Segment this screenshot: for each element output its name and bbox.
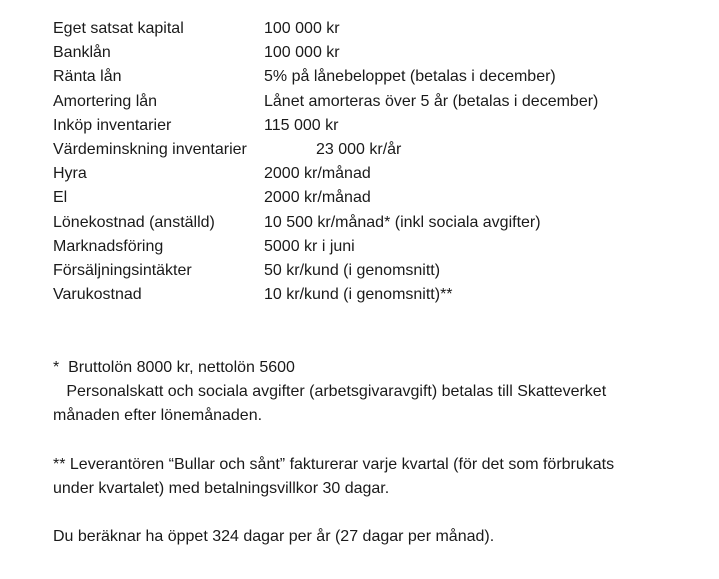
footnote-salary-line-2: Personalskatt och sociala avgifter (arbetsgivaravgift) betalas till Skatteverket (53, 382, 607, 400)
table-row (53, 186, 713, 210)
row-label: Ränta lån (53, 68, 122, 86)
row-value: 100 000 kr (264, 44, 340, 62)
row-value: 10 500 kr/månad* (inkl sociala avgifter) (264, 213, 541, 231)
row-label: Försäljningsintäkter (53, 261, 192, 279)
footnote-supplier-line-1: ** Leverantören “Bullar och sånt” fakturerar varje kvartal (för det som förbrukats (53, 456, 615, 474)
footnote-supplier-line-2: under kvartalet) med betalningsvillkor 30 dagar. (53, 480, 390, 498)
budget-table (53, 17, 713, 307)
row-label: Eget satsat kapital (53, 20, 184, 37)
row-label: Marknadsföring (53, 237, 164, 255)
row-label: Inköp inventarier (53, 116, 172, 134)
table-row (53, 162, 713, 186)
table-row (53, 114, 713, 138)
row-value: 23 000 kr/år (316, 140, 402, 158)
row-label: Hyra (53, 165, 87, 183)
closing-note: Du beräknar ha öppet 324 dagar per år (27 dagar per månad). (53, 527, 495, 545)
row-value: 2000 kr/månad (264, 165, 371, 183)
table-row (53, 259, 713, 283)
table-row (53, 17, 713, 41)
footnote-salary (53, 356, 713, 427)
table-row (53, 90, 713, 114)
row-label: Banklån (53, 44, 111, 62)
row-value: 50 kr/kund (i genomsnitt) (264, 261, 441, 279)
table-row (53, 65, 713, 89)
row-value: 115 000 kr (264, 116, 339, 134)
row-value: 100 000 kr (264, 20, 340, 37)
row-label: Värdeminskning inventarier (53, 140, 247, 158)
table-row (53, 235, 713, 259)
table-row (53, 41, 713, 65)
row-value: 5000 kr i juni (264, 237, 355, 255)
table-row (53, 211, 713, 235)
footnote-salary-line-1: * Bruttolön 8000 kr, nettolön 5600 (53, 359, 295, 377)
table-row (53, 283, 713, 307)
row-label: El (53, 189, 68, 207)
row-label: Amortering lån (53, 92, 158, 110)
row-label: Varukostnad (53, 286, 142, 304)
row-value: 10 kr/kund (i genomsnitt)** (264, 286, 453, 304)
row-value: 2000 kr/månad (264, 189, 371, 207)
row-value: Lånet amorteras över 5 år (betalas i december) (264, 92, 599, 110)
row-value: 5% på lånebeloppet (betalas i december) (264, 68, 556, 86)
footnote-salary-line-3: månaden efter lönemånaden. (53, 406, 263, 424)
document (53, 17, 713, 548)
footnote-supplier (53, 453, 713, 500)
table-row (53, 138, 713, 162)
row-label: Lönekostnad (anställd) (53, 213, 215, 231)
